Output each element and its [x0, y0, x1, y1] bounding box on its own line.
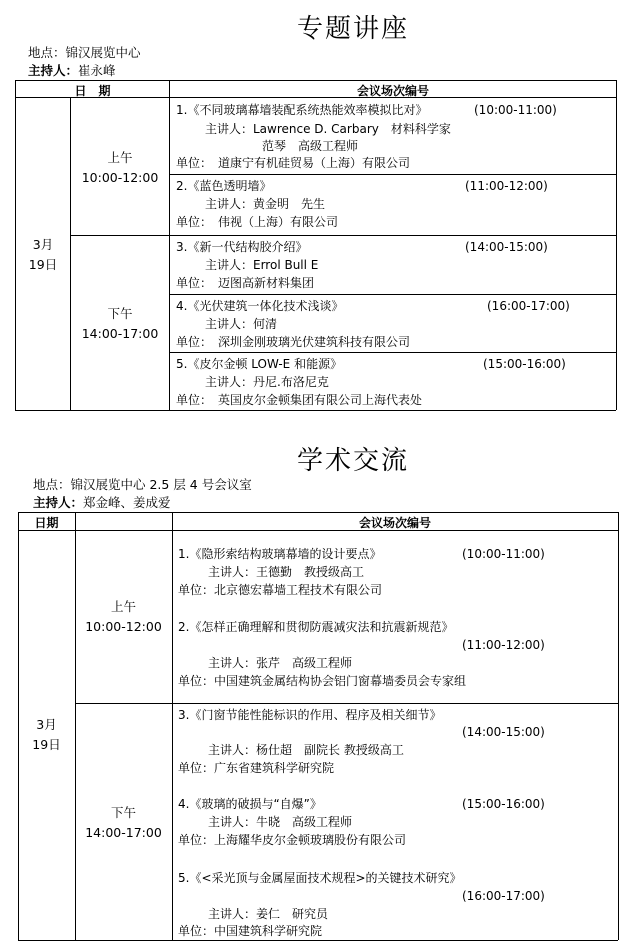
- session-speaker: 主讲人：Errol Bull E: [205, 258, 319, 272]
- morning-label: 上午: [110, 599, 136, 614]
- section2-host-name: 郑金峰、姜成爱: [83, 495, 171, 510]
- session-unit: 单位： 伟视（上海）有限公司: [176, 215, 339, 229]
- afternoon-time: 14:00-17:00: [81, 326, 159, 341]
- session-title: 3.《新一代结构胶介绍》: [176, 240, 308, 254]
- session-title: 1.《不同玻璃幕墙装配系统热能效率模拟比对》: [176, 103, 428, 117]
- session-title: 1.《隐形索结构玻璃幕墙的设计要点》: [178, 547, 382, 561]
- section2-header-date: 日期: [34, 516, 59, 530]
- session-time: (15:00-16:00): [483, 357, 566, 371]
- session-speaker: 主讲人：Lawrence D. Carbary 材料科学家: [205, 122, 451, 136]
- section1-location: 地点：锦汉展览中心: [28, 45, 141, 60]
- session-time: (16:00-17:00): [462, 889, 545, 903]
- session-unit: 单位： 道康宁有机硅贸易（上海）有限公司: [176, 156, 411, 170]
- section1-host-name: 崔永峰: [78, 63, 116, 78]
- session-time: (11:00-12:00): [465, 179, 548, 193]
- session-time: (11:00-12:00): [462, 638, 545, 652]
- session-unit: 单位：上海耀华皮尔金顿玻璃股份有限公司: [178, 833, 407, 847]
- section2-date: [18, 715, 75, 755]
- section2-host-label: 主持人：: [33, 495, 84, 510]
- session-title: 5.《皮尔金顿 LOW-E 和能源》: [176, 357, 343, 371]
- session-title: 2.《怎样正确理解和贯彻防震减灾法和抗震新规范》: [178, 620, 454, 634]
- section2-morning: [75, 597, 172, 637]
- session-unit: 单位： 英国皮尔金顿集团有限公司上海代表处: [176, 393, 423, 407]
- session-unit: 单位： 深圳金刚玻璃光伏建筑科技有限公司: [176, 335, 411, 349]
- date-day: 19日: [28, 257, 58, 272]
- section1-host-label: 主持人：: [28, 63, 79, 78]
- session-speaker: 主讲人：姜仁 研究员: [208, 907, 329, 921]
- section1-date: [15, 235, 71, 275]
- afternoon-time: 14:00-17:00: [85, 825, 162, 840]
- section1-morning: [71, 148, 169, 188]
- session-title: 4.《玻璃的破损与“自爆”》: [178, 797, 322, 811]
- session-unit: 单位：中国建筑科学研究院: [178, 924, 323, 938]
- section1-header-session: 会议场次编号: [356, 84, 429, 98]
- session-title: 2.《蓝色透明墙》: [176, 179, 272, 193]
- section1-title: 专题讲座: [297, 14, 410, 44]
- section1-host: [28, 61, 116, 79]
- section2-afternoon: [75, 803, 172, 843]
- session-title: 5.《<采光顶与金属屋面技术规程>的关键技术研究》: [178, 871, 462, 885]
- section2-location: 地点：锦汉展览中心 2.5 层 4 号会议室: [33, 477, 252, 492]
- session-speaker: 主讲人：张芹 高级工程师: [208, 656, 353, 670]
- morning-time: 10:00-12:00: [81, 170, 159, 185]
- session-unit: 单位： 迈图高新材料集团: [176, 276, 315, 290]
- date-day: 19日: [32, 737, 61, 752]
- session-speaker: 主讲人：牛晓 高级工程师: [208, 815, 353, 829]
- date-month: 3月: [36, 717, 57, 732]
- section2-header-session: 会议场次编号: [358, 516, 431, 530]
- morning-label: 上午: [107, 150, 133, 165]
- session-speaker: 主讲人：王德勤 教授级高工: [208, 565, 365, 579]
- section1-header-date: 日 期: [74, 84, 111, 98]
- session-speaker: 主讲人：何清: [205, 317, 278, 331]
- session-time: (15:00-16:00): [462, 797, 545, 811]
- session-time: (14:00-15:00): [465, 240, 548, 254]
- session-time: (10:00-11:00): [462, 547, 545, 561]
- session-speaker: 主讲人：丹尼.布洛尼克: [205, 375, 329, 389]
- session-title: 4.《光伏建筑一体化技术浅谈》: [176, 299, 344, 313]
- session-title: 3.《门窗节能性能标识的作用、程序及相关细节》: [178, 708, 442, 722]
- session-speaker: 主讲人：杨仕超 副院长 教授级高工: [208, 743, 404, 757]
- date-month: 3月: [32, 237, 54, 252]
- afternoon-label: 下午: [107, 306, 133, 321]
- session-speaker: 主讲人：黄金明 先生: [205, 197, 326, 211]
- session-time: (16:00-17:00): [487, 299, 570, 313]
- session-speaker-2: 范琴 高级工程师: [262, 139, 359, 153]
- session-unit: 单位：广东省建筑科学研究院: [178, 761, 335, 775]
- section2-host: [33, 493, 171, 511]
- section1-afternoon: [71, 304, 169, 344]
- morning-time: 10:00-12:00: [85, 619, 162, 634]
- session-unit: 单位：中国建筑金属结构协会铝门窗幕墙委员会专家组: [178, 674, 467, 688]
- section2-title: 学术交流: [297, 446, 410, 476]
- session-time: (10:00-11:00): [474, 103, 557, 117]
- session-time: (14:00-15:00): [462, 725, 545, 739]
- afternoon-label: 下午: [110, 805, 136, 820]
- session-unit: 单位：北京德宏幕墙工程技术有限公司: [178, 583, 383, 597]
